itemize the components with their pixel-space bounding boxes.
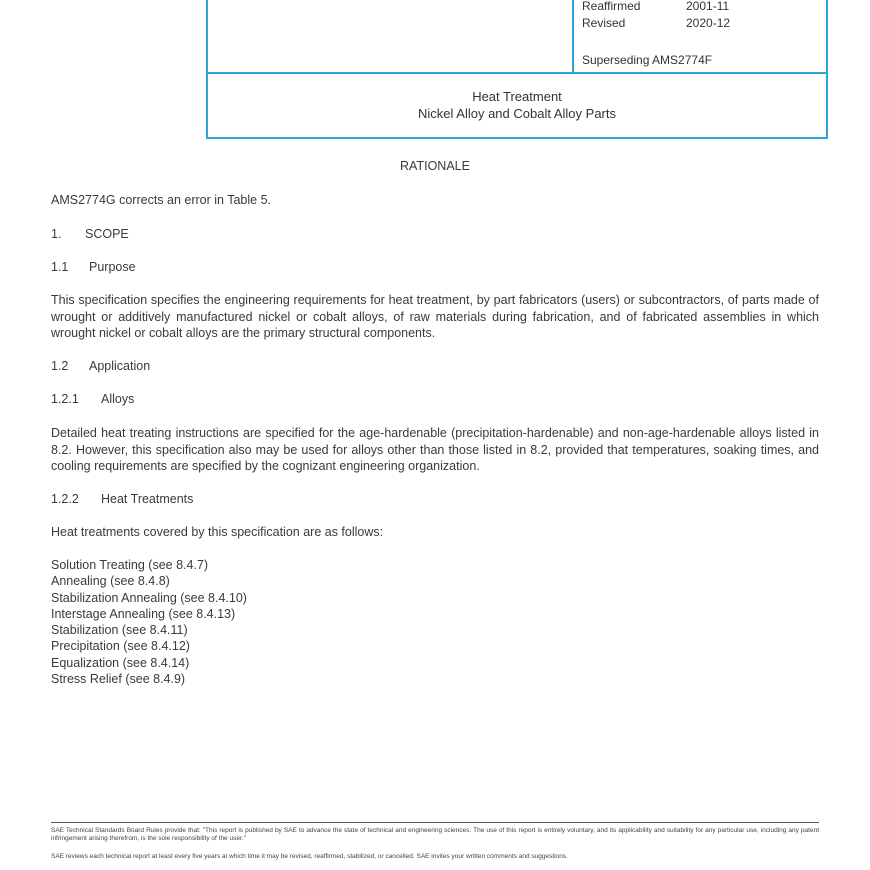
list-item: Equalization (see 8.4.14) xyxy=(51,655,190,670)
section-title: SCOPE xyxy=(85,227,129,241)
header-left-cell xyxy=(208,0,574,74)
section-number: 1.1 xyxy=(51,260,69,274)
heat-treatments-intro: Heat treatments covered by this specification are as follows: xyxy=(51,525,384,539)
list-item: Stabilization (see 8.4.11) xyxy=(51,623,188,638)
rationale-heading: RATIONALE xyxy=(400,159,470,173)
section-number: 1.2.2 xyxy=(51,492,79,506)
header-dates-cell xyxy=(574,0,826,74)
title-line-1: Heat Treatment xyxy=(472,89,562,104)
superseding-note: Superseding AMS2774F xyxy=(582,53,713,67)
section-number: 1. xyxy=(51,227,62,241)
header-box xyxy=(206,0,828,139)
section-title: Application xyxy=(89,359,151,373)
section-application-heading xyxy=(51,358,150,374)
header-divider xyxy=(208,72,826,74)
rationale-text: AMS2774G corrects an error in Table 5. xyxy=(51,193,272,207)
title-line-2: Nickel Alloy and Cobalt Alloy Parts xyxy=(418,106,616,121)
list-item: Solution Treating (see 8.4.7) xyxy=(51,558,209,572)
section-alloys-heading xyxy=(51,391,134,407)
date-label: Reaffirmed xyxy=(582,0,641,13)
date-label: Revised xyxy=(582,16,626,30)
section-number: 1.2 xyxy=(51,359,69,373)
list-item: Stabilization Annealing (see 8.4.10) xyxy=(51,590,247,605)
section-heat-treatments-heading xyxy=(51,491,193,507)
purpose-paragraph: This specification specifies the engineering requirements for heat treatment, by part fabricators (users) or subcontractors, of parts made of wrought or additively manufactured nickel or cobalt alloys, of raw materials during fabrication, and of fabricated assemblies in which wrought nickel or cobalt alloys are the primary structural components. xyxy=(51,293,819,340)
list-item: Stress Relief (see 8.4.9) xyxy=(51,672,186,687)
footer-disclaimer: SAE Technical Standards Board Rules provide that: "This report is published by SAE to advance the state of technical and engineering sciences. The use of this report is entirely voluntary, and its applicability and suitability for any particular use, including any patent infringement arising therefrom, is the sole responsibility of the user." xyxy=(51,827,819,842)
section-purpose-heading xyxy=(51,259,136,275)
footer-review-note: SAE reviews each technical report at least every five years at which time it may be revised, reaffirmed, stabilized, or cancelled. SAE invites your written comments and suggestions. xyxy=(51,853,568,860)
footer-rule xyxy=(51,822,819,823)
alloys-paragraph: Detailed heat treating instructions are specified for the age-hardenable (precipitation-hardenable) and non-age-hardenable alloys listed in 8.2. However, this specification also may be used for alloys other than those listed in 8.2, provided that temperatures, soaking times, and cooling requirements are specified by the cognizant engineering organization. xyxy=(51,426,819,473)
section-title: Purpose xyxy=(89,260,136,274)
date-value: 2020-12 xyxy=(686,16,731,30)
section-title: Heat Treatments xyxy=(101,492,194,506)
date-row-revised xyxy=(582,15,822,31)
list-item: Annealing (see 8.4.8) xyxy=(51,574,170,589)
document-title xyxy=(208,88,826,122)
list-item: Interstage Annealing (see 8.4.13) xyxy=(51,606,236,621)
date-row-reaffirmed xyxy=(582,0,822,14)
date-value: 2001-11 xyxy=(686,0,730,13)
section-number: 1.2.1 xyxy=(51,392,79,406)
list-item: Precipitation (see 8.4.12) xyxy=(51,639,190,654)
section-scope-heading xyxy=(51,226,129,242)
section-title: Alloys xyxy=(101,392,135,406)
heat-treatments-list xyxy=(51,557,247,687)
